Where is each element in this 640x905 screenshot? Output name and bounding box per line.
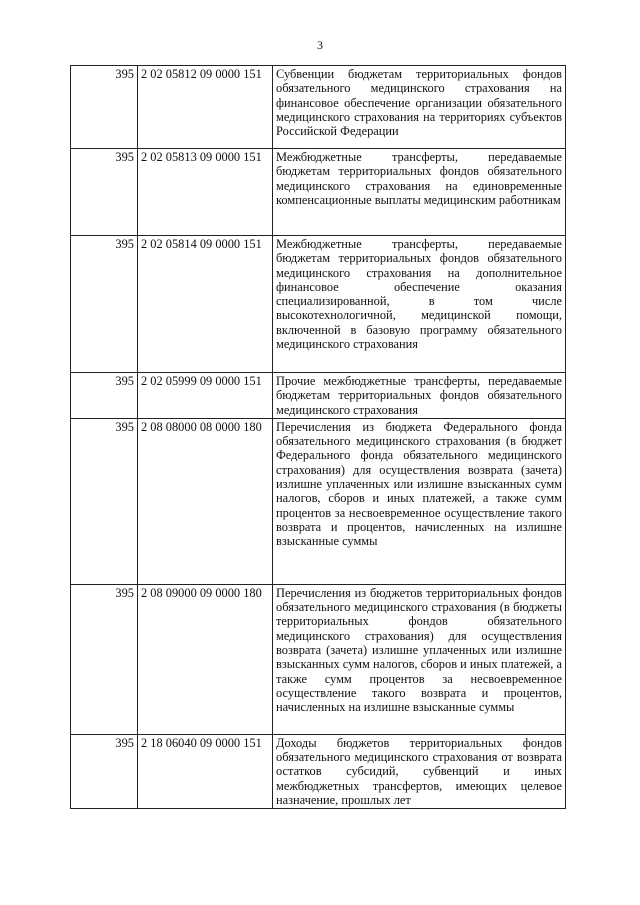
budget-code-cell: 2 02 05814 09 0000 151 xyxy=(138,236,273,373)
description-cell: Перечисления из бюджетов территориальных фондов обязательного медицинского страхования (в бюджеты территориальных фондов обязательного медицинского страхования) для осуществления возврата (зачета) излишне уплаченных или излишне взысканных сумм налогов, сборов и иных платежей, а также сумм процентов за несвоевременное осуществление такого возврата и процентов, начисленных на излишне взысканные суммы xyxy=(273,584,566,734)
description-cell: Межбюджетные трансферты, передаваемые бюджетам территориальных фондов обязательного медицинского страхования на дополнительное финансовое обеспечение оказания специализированной, в том числе высокотехнологичной, медицинской помощи, включенной в базовую программу обязательного медицинского страхования xyxy=(273,236,566,373)
admin-code-cell: 395 xyxy=(71,418,138,584)
table-row xyxy=(71,373,566,419)
budget-code-cell: 2 18 06040 09 0000 151 xyxy=(138,734,273,808)
budget-code-cell: 2 08 08000 08 0000 180 xyxy=(138,418,273,584)
budget-code-cell: 2 02 05813 09 0000 151 xyxy=(138,149,273,236)
table-row xyxy=(71,418,566,584)
description-cell: Субвенции бюджетам территориальных фондов обязательного медицинского страхования на финансовое обеспечение организации обязательного медицинского страхования на территориях субъектов Российской Федерации xyxy=(273,66,566,149)
admin-code-cell: 395 xyxy=(71,236,138,373)
table-row xyxy=(71,734,566,808)
description-cell: Перечисления из бюджета Федерального фонда обязательного медицинского страхования (в бюджет Федерального фонда обязательного медицинского страхования) для осуществления возврата (зачета) излишне уплаченных или излишне взысканных сумм налогов, сборов и иных платежей, а также сумм процентов за несвоевременное осуществление такого возврата и процентов, начисленных на излишне взысканные суммы xyxy=(273,418,566,584)
page-number: 3 xyxy=(317,38,323,52)
table-row xyxy=(71,149,566,236)
budget-code-cell: 2 02 05812 09 0000 151 xyxy=(138,66,273,149)
admin-code-cell: 395 xyxy=(71,584,138,734)
admin-code-cell: 395 xyxy=(71,373,138,419)
table-row xyxy=(71,584,566,734)
description-cell: Межбюджетные трансферты, передаваемые бюджетам территориальных фондов обязательного медицинского страхования на единовременные компенсационные выплаты медицинским работникам xyxy=(273,149,566,236)
description-cell: Прочие межбюджетные трансферты, передаваемые бюджетам территориальных фондов обязательного медицинского страхования xyxy=(273,373,566,419)
budget-code-cell: 2 02 05999 09 0000 151 xyxy=(138,373,273,419)
admin-code-cell: 395 xyxy=(71,734,138,808)
table-row xyxy=(71,66,566,149)
budget-code-cell: 2 08 09000 09 0000 180 xyxy=(138,584,273,734)
admin-code-cell: 395 xyxy=(71,66,138,149)
admin-code-cell: 395 xyxy=(71,149,138,236)
table-row xyxy=(71,236,566,373)
budget-classification-table xyxy=(70,65,566,809)
description-cell: Доходы бюджетов территориальных фондов обязательного медицинского страхования от возврата остатков субсидий, субвенций и иных межбюджетных трансфертов, имеющих целевое назначение, прошлых лет xyxy=(273,734,566,808)
